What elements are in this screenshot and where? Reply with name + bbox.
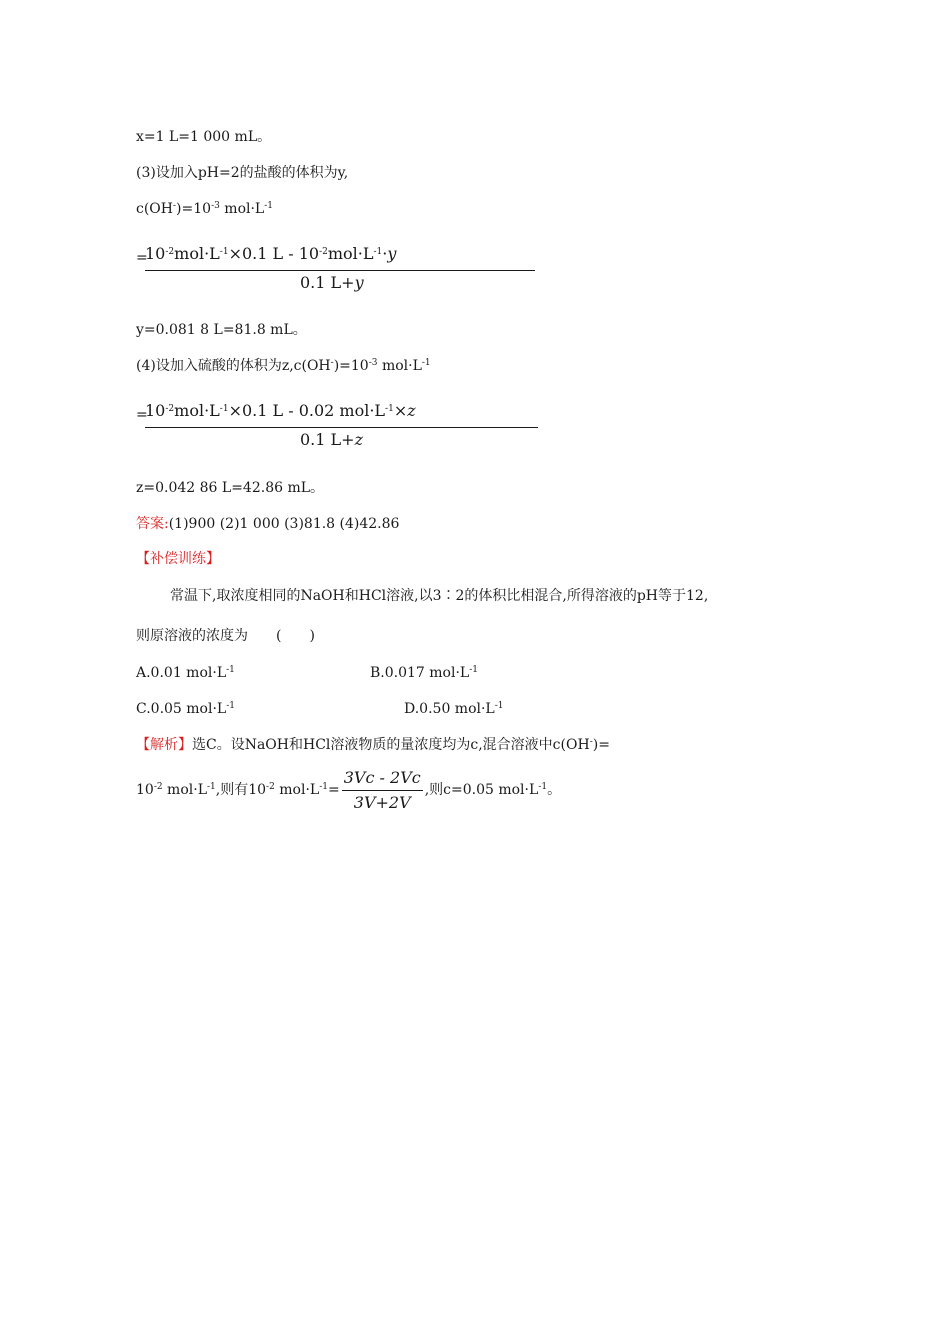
line-oh-concentration-3: $c(OH^-)=10^{-3}$ $mol\cdot L^{-1}$ bbox=[136, 201, 274, 217]
option-d: D.0.50 $mol\cdot L^{-1}$ bbox=[404, 701, 504, 717]
analysis-line-2: $10^{-2}$ $mol\cdot L^{-1}$,则有$10^{-2}$ $mol\cdot L^{-1}=$ $\frac{3Vc - 2Vc}{3V+2V}$ ,则c=0.05 $mol\cdot L^{-1}$。 bbox=[136, 767, 562, 812]
equals-sign: = bbox=[136, 407, 148, 423]
line-part3-intro: (3)设加入pH=2的盐酸的体积为y, bbox=[136, 165, 349, 181]
line-z-result: z=0.042 86 L=42.86 mL。 bbox=[136, 480, 325, 496]
answer-line bbox=[136, 515, 399, 533]
analysis-label: 【解析】 bbox=[136, 737, 192, 753]
fraction-numerator: $10^{-2}mol\cdot L^{-1}\times 0.1$ L - 0.02 $mol\cdot L^{-1}\times z$ bbox=[145, 401, 416, 420]
fraction-denominator: 0.1 L+z bbox=[300, 430, 363, 449]
fraction-equation-3 bbox=[136, 240, 556, 300]
fraction-numerator: $10^{-2}mol\cdot L^{-1}\times 0.1$ $L - 10^{-2}mol\cdot L^{-1}\cdot y$ bbox=[145, 244, 397, 263]
option-c: C.0.05 $mol\cdot L^{-1}$ bbox=[136, 701, 235, 717]
section-title: 【补偿训练】 bbox=[136, 551, 220, 567]
option-a: A.0.01 $mol\cdot L^{-1}$ bbox=[136, 665, 235, 681]
fraction-denominator: 0.1 L+y bbox=[300, 273, 364, 292]
equals-sign: = bbox=[136, 250, 148, 266]
line-x-result: x=1 L=1 000 mL。 bbox=[136, 129, 272, 145]
line-y-result: y=0.081 8 L=81.8 mL。 bbox=[136, 322, 307, 338]
answer-label: 答案: bbox=[136, 516, 169, 532]
fraction-bar bbox=[145, 270, 535, 271]
question-line-2: 则原溶液的浓度为 ( ) bbox=[136, 628, 315, 644]
option-b: B.0.017 $mol\cdot L^{-1}$ bbox=[370, 665, 478, 681]
answer-text: (1)900 (2)1 000 (3)81.8 (4)42.86 bbox=[168, 516, 400, 532]
fraction-equation-4 bbox=[136, 397, 556, 457]
analysis-fraction: $\frac{3Vc - 2Vc}{3V+2V}$ bbox=[343, 767, 421, 812]
analysis-line-1: 【解析】选C。设NaOH和HCl溶液物质的量浓度均为c,混合溶液中c(OH-)= bbox=[136, 737, 610, 753]
question-line-1: 常温下,取浓度相同的NaOH和HCl溶液,以3∶2的体积比相混合,所得溶液的pH等于12, bbox=[170, 588, 709, 604]
line-part4-intro: (4)设加入硫酸的体积为$z,c(OH^-)=10^{-3}$ $mol\cdot L^{-1}$ bbox=[136, 358, 431, 374]
fraction-bar bbox=[145, 427, 538, 428]
